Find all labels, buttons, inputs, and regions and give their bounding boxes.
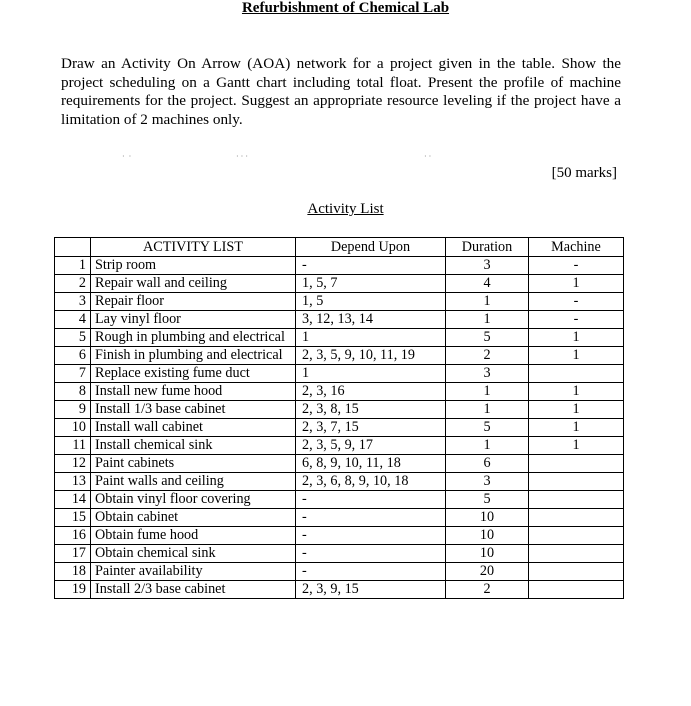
row-number: 6 xyxy=(55,347,91,365)
header-activity: ACTIVITY LIST xyxy=(91,238,296,257)
row-number: 16 xyxy=(55,527,91,545)
row-number: 1 xyxy=(55,257,91,275)
row-depend-upon: - xyxy=(296,563,446,581)
table-row xyxy=(55,347,624,365)
row-duration: 3 xyxy=(446,365,529,383)
row-machine xyxy=(529,563,624,581)
row-depend-upon: - xyxy=(296,509,446,527)
row-duration: 5 xyxy=(446,419,529,437)
instructions-paragraph: Draw an Activity On Arrow (AOA) network for a project given in the table. Show the project scheduling on a Gantt chart including total float. Present the profile of machine requirements for the project. Suggest an appropriate resource leveling if the project have a limitation of 2 machines only. xyxy=(61,55,621,128)
table-row xyxy=(55,365,624,383)
scan-speck: · · · xyxy=(236,152,248,161)
row-duration: 10 xyxy=(446,527,529,545)
row-number: 15 xyxy=(55,509,91,527)
row-number: 7 xyxy=(55,365,91,383)
row-machine: 1 xyxy=(529,383,624,401)
header-duration: Duration xyxy=(446,238,529,257)
row-activity: Painter availability xyxy=(91,563,296,581)
table-row xyxy=(55,491,624,509)
table-row xyxy=(55,383,624,401)
row-machine: - xyxy=(529,311,624,329)
row-depend-upon: - xyxy=(296,545,446,563)
row-duration: 2 xyxy=(446,347,529,365)
table-row xyxy=(55,401,624,419)
table-row xyxy=(55,563,624,581)
table-row xyxy=(55,329,624,347)
row-machine: 1 xyxy=(529,419,624,437)
row-machine xyxy=(529,365,624,383)
row-number: 13 xyxy=(55,473,91,491)
row-machine: - xyxy=(529,257,624,275)
document-title: Refurbishment of Chemical Lab xyxy=(241,0,450,16)
row-activity: Install new fume hood xyxy=(91,383,296,401)
table-row xyxy=(55,527,624,545)
row-number: 8 xyxy=(55,383,91,401)
row-machine: 1 xyxy=(529,275,624,293)
row-number: 3 xyxy=(55,293,91,311)
row-depend-upon: 2, 3, 5, 9, 17 xyxy=(296,437,446,455)
row-machine xyxy=(529,527,624,545)
row-depend-upon: 3, 12, 13, 14 xyxy=(296,311,446,329)
activity-table xyxy=(54,237,624,599)
row-activity: Lay vinyl floor xyxy=(91,311,296,329)
row-activity: Finish in plumbing and electrical xyxy=(91,347,296,365)
table-row xyxy=(55,275,624,293)
row-machine: 1 xyxy=(529,329,624,347)
row-duration: 1 xyxy=(446,383,529,401)
table-row xyxy=(55,257,624,275)
row-machine xyxy=(529,509,624,527)
table-caption: Activity List xyxy=(307,201,384,217)
table-header-row xyxy=(55,238,624,257)
row-depend-upon: 6, 8, 9, 10, 11, 18 xyxy=(296,455,446,473)
row-depend-upon: 2, 3, 16 xyxy=(296,383,446,401)
scan-speck: · · xyxy=(122,152,132,161)
row-duration: 5 xyxy=(446,329,529,347)
row-duration: 10 xyxy=(446,509,529,527)
row-depend-upon: 2, 3, 9, 15 xyxy=(296,581,446,599)
row-machine xyxy=(529,491,624,509)
row-activity: Install chemical sink xyxy=(91,437,296,455)
header-number xyxy=(55,238,91,257)
row-machine: 1 xyxy=(529,437,624,455)
row-activity: Repair wall and ceiling xyxy=(91,275,296,293)
row-depend-upon: - xyxy=(296,491,446,509)
scan-speck: · · xyxy=(424,152,432,161)
row-duration: 3 xyxy=(446,257,529,275)
row-duration: 6 xyxy=(446,455,529,473)
row-depend-upon: 1, 5, 7 xyxy=(296,275,446,293)
table-row xyxy=(55,455,624,473)
row-number: 11 xyxy=(55,437,91,455)
row-number: 12 xyxy=(55,455,91,473)
table-row xyxy=(55,545,624,563)
row-duration: 20 xyxy=(446,563,529,581)
row-activity: Paint cabinets xyxy=(91,455,296,473)
row-number: 14 xyxy=(55,491,91,509)
row-duration: 4 xyxy=(446,275,529,293)
table-row xyxy=(55,293,624,311)
marks-label: [50 marks] xyxy=(551,165,617,181)
row-duration: 3 xyxy=(446,473,529,491)
row-duration: 10 xyxy=(446,545,529,563)
row-activity: Install 2/3 base cabinet xyxy=(91,581,296,599)
row-depend-upon: 2, 3, 7, 15 xyxy=(296,419,446,437)
table-row xyxy=(55,581,624,599)
row-machine xyxy=(529,545,624,563)
row-activity: Paint walls and ceiling xyxy=(91,473,296,491)
row-duration: 1 xyxy=(446,401,529,419)
header-machine: Machine xyxy=(529,238,624,257)
row-activity: Obtain chemical sink xyxy=(91,545,296,563)
row-number: 9 xyxy=(55,401,91,419)
row-machine xyxy=(529,581,624,599)
row-number: 17 xyxy=(55,545,91,563)
row-number: 4 xyxy=(55,311,91,329)
row-activity: Obtain fume hood xyxy=(91,527,296,545)
table-row xyxy=(55,419,624,437)
row-machine xyxy=(529,455,624,473)
table-row xyxy=(55,437,624,455)
row-activity: Obtain cabinet xyxy=(91,509,296,527)
row-activity: Install wall cabinet xyxy=(91,419,296,437)
row-number: 5 xyxy=(55,329,91,347)
row-activity: Strip room xyxy=(91,257,296,275)
row-number: 18 xyxy=(55,563,91,581)
row-depend-upon: - xyxy=(296,257,446,275)
row-number: 19 xyxy=(55,581,91,599)
row-machine: 1 xyxy=(529,347,624,365)
row-activity: Rough in plumbing and electrical xyxy=(91,329,296,347)
row-machine: - xyxy=(529,293,624,311)
row-duration: 5 xyxy=(446,491,529,509)
row-duration: 2 xyxy=(446,581,529,599)
row-depend-upon: 2, 3, 6, 8, 9, 10, 18 xyxy=(296,473,446,491)
row-activity: Repair floor xyxy=(91,293,296,311)
table-row xyxy=(55,509,624,527)
row-depend-upon: - xyxy=(296,527,446,545)
row-depend-upon: 1, 5 xyxy=(296,293,446,311)
row-machine: 1 xyxy=(529,401,624,419)
row-duration: 1 xyxy=(446,437,529,455)
row-activity: Install 1/3 base cabinet xyxy=(91,401,296,419)
row-number: 2 xyxy=(55,275,91,293)
row-activity: Replace existing fume duct xyxy=(91,365,296,383)
row-activity: Obtain vinyl floor covering xyxy=(91,491,296,509)
table-row xyxy=(55,311,624,329)
row-depend-upon: 1 xyxy=(296,365,446,383)
row-number: 10 xyxy=(55,419,91,437)
row-depend-upon: 1 xyxy=(296,329,446,347)
table-row xyxy=(55,473,624,491)
row-depend-upon: 2, 3, 8, 15 xyxy=(296,401,446,419)
row-machine xyxy=(529,473,624,491)
row-depend-upon: 2, 3, 5, 9, 10, 11, 19 xyxy=(296,347,446,365)
row-duration: 1 xyxy=(446,293,529,311)
header-depend: Depend Upon xyxy=(296,238,446,257)
row-duration: 1 xyxy=(446,311,529,329)
